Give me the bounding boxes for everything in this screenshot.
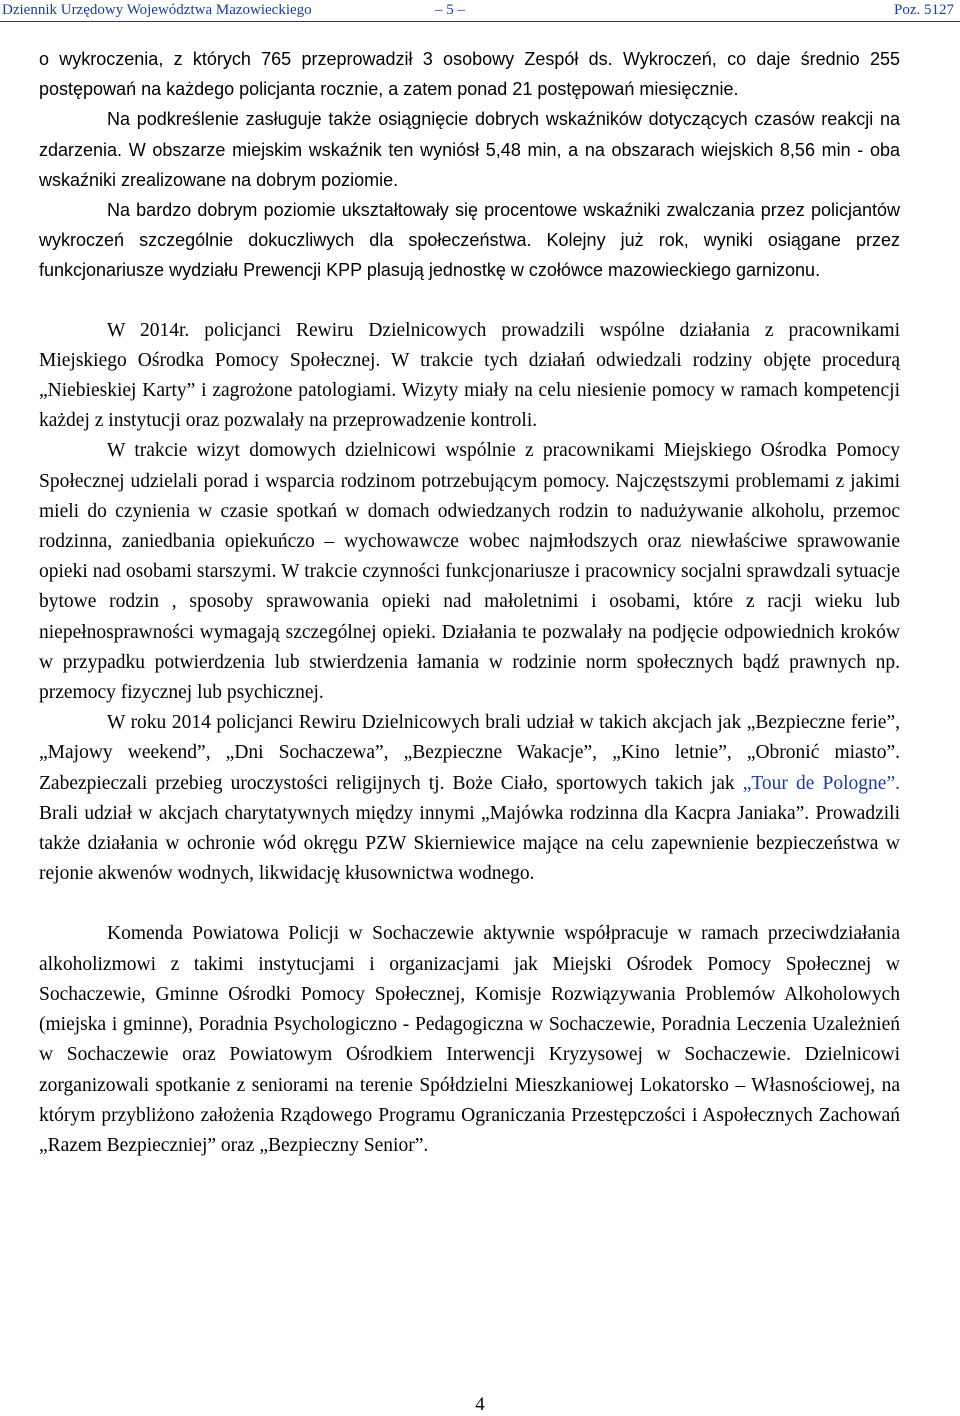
document-header: [0, 0, 960, 24]
events-text-b: Brali udział w akcjach charytatywnych między innymi „Majówka rodzinna dla Kacpra Janiaka”. Prowadzili także działania w ochronie wód okręgu PZW Skierniewice mające na celu zapewnienie bezpieczeństwa w rejonie akwenów wodnych, likwidację kłusownictwa wodnego.: [39, 802, 900, 885]
paragraph-cooperation: Komenda Powiatowa Policji w Sochaczewie aktywnie współpracuje w ramach przeciwdziałania alkoholizmowi z takimi instytucjami i organizacjami jak Miejski Ośrodek Pomocy Społecznej w Sochaczewie, Gminne Ośrodki Pomocy Społecznej, Komisje Rozwiązywania Problemów Alkoholowych (miejska i gminne), Poradnia Psychologiczno - Pedagogiczna w Sochaczewie, Poradnia Leczenia Uzależnień w Sochaczewie oraz Powiatowym Ośrodkiem Interwencji Kryzysowej w Sochaczewie. Dzielnicowi zorganizowali spotkanie z seniorami na terenie Spółdzielni Mieszkaniowej Lokatorsko – Własnościowej, na którym przybliżono założenia Rządowego Programu Ograniczania Przestępczości i Aspołecznych Zachowań „Razem Bezpieczniej” oraz „Bezpieczny Senior”.: [39, 923, 900, 1156]
paragraph-home-visits: W trakcie wizyt domowych dzielnicowi wspólnie z pracownikami Miejskiego Ośrodka Pomocy Społecznej udzielali porad i wsparcia rodzinom potrzebującym pomocy. Najczęstszymi problemami z jakimi mieli do czynienia w czasie spotkań w domach odwiedzanych rodzin to nadużywanie alkoholu, przemoc rodzinna, zaniedbania opiekuńczo – wychowawcze wobec najmłodszych oraz niewłaściwe sprawowanie opieki nad osobami starszymi. W trakcie czynności funkcjonariusze i pracownicy socjalni sprawdzali sytuacje bytowe rodzin , sposoby sprawowania opieki nad małoletnimi i osobami, które z racji wieku lub niepełnosprawności wymagają szczególnej opieki. Działania te pozwalały na podjęcie odpowiednich kroków w przypadku potwierdzenia lub stwierdzenia łamania w rodzinie norm społecznych bądź prawnych np. przemocy fizycznej lub psychicznej.: [39, 440, 900, 704]
paragraph-reaction-times: Na podkreślenie zasługuje także osiągnięcie dobrych wskaźników dotyczących czasów reakcji na zdarzenia. W obszarze miejskim wskaźnik ten wyniósł 5,48 min, a na obszarach wiejskich 8,56 min - oba wskaźniki zrealizowane na dobrym poziomie.: [39, 109, 900, 190]
document-body: [39, 44, 900, 1161]
paragraph-offences: o wykroczenia, z których 765 przeprowadził 3 osobowy Zespół ds. Wykroczeń, co daje średnio 255 postępowań na każdego policjanta rocznie, a zatem ponad 21 postępowań miesięcznie.: [39, 49, 900, 100]
journal-title: Dziennik Urzędowy Województwa Mazowieckiego: [2, 2, 312, 18]
position-number: Poz. 5127: [894, 2, 954, 18]
header-rule: [0, 21, 960, 22]
paragraph-events: [39, 708, 900, 889]
events-text-a: W roku 2014 policjanci Rewiru Dzielnicowych brali udział w takich akcjach jak „Bezpieczne ferie”, „Majowy weekend”, „Dni Sochaczewa”, „Bezpieczne Wakacje”, „Kino letnie”, „Obronić miasto”. Zabezpieczali przebieg uroczystości religijnych tj. Boże Ciało, sportowych takich jak: [39, 712, 900, 794]
paragraph-indicators: Na bardzo dobrym poziomie ukształtowały się procentowe wskaźniki zwalczania przez policjantów wykroczeń szczególnie dokuczliwych dla społeczeństwa. Kolejny już rok, wyniki osiągane przez funkcjonariusze wydziału Prewencji KPP plasują jednostkę w czołówce mazowieckiego garnizonu.: [39, 200, 900, 281]
header-page-marker: – 5 –: [435, 2, 465, 18]
paragraph-joint-actions: W 2014r. policjanci Rewiru Dzielnicowych prowadzili wspólne działania z pracownikami Miejskiego Ośrodka Pomocy Społecznej. W trakcie tych działań odwiedzali rodziny objęte procedurą „Niebieskiej Karty” i zagrożone patologiami. Wizyty miały na celu niesienie pomocy w ramach kompetencji każdej z instytucji oraz pozwalały na przeprowadzenie kontroli.: [39, 319, 900, 432]
tour-de-pologne-text: „Tour de Pologne”.: [742, 772, 900, 794]
page-number: 4: [475, 1394, 485, 1415]
